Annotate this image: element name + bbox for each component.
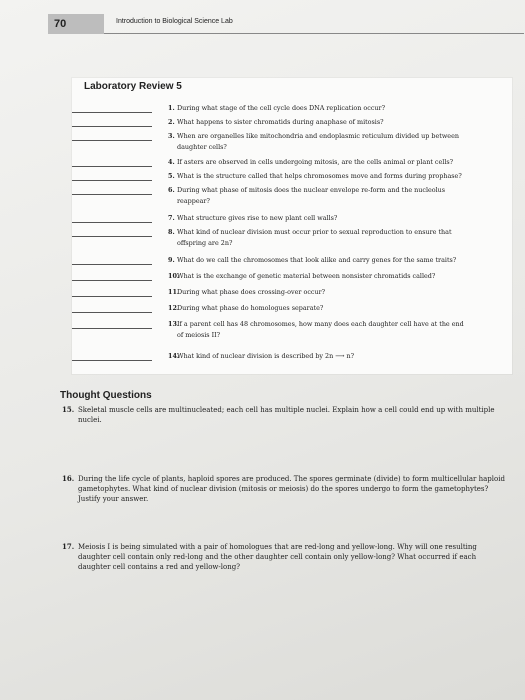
question-number: 1. [168,104,175,112]
answer-blank[interactable] [72,222,152,223]
answer-blank[interactable] [72,180,152,181]
question-number: 17. [62,542,75,551]
question-text-continued: offspring are 2n? [177,239,233,247]
answer-blank[interactable] [72,328,152,329]
question-number: 14. [168,352,180,360]
answer-blank[interactable] [72,194,152,195]
question-number: 9. [168,256,175,264]
answer-blank[interactable] [72,236,152,237]
review-title: Laboratory Review 5 [84,81,182,92]
question-number: 10. [168,272,180,280]
answer-blank[interactable] [72,140,152,141]
question-text: If a parent cell has 48 chromosomes, how many does each daughter cell have at the end [177,320,464,328]
question-text-continued: reappear? [177,197,210,205]
question-text: During what phase does crossing-over occur? [177,288,326,296]
question-number: 3. [168,132,175,140]
question-number: 6. [168,186,175,194]
question-text: Meiosis I is being simulated with a pair of homologues that are red-long and yellow-long. Why will one resulting daughter cell contain only red-long and the other daughter cell contain only yellow-long? What occurred if each daughter cell contains a red and yellow-long? [78,543,477,571]
question-text: Skeletal muscle cells are multinucleated; each cell has multiple nuclei. Explain how a cell could end up with multiple nuclei. [78,406,495,424]
question-text: When are organelles like mitochondria and endoplasmic reticulum divided up between [177,132,459,140]
question-number: 11. [168,288,180,296]
question-text: What do we call the chromosomes that look alike and carry genes for the same traits? [177,256,457,264]
question-text: During the life cycle of plants, haploid spores are produced. The spores germinate (divide) to form multicellular haploid gametophytes. What kind of nuclear division (mitosis or meiosis) do the spores undergo to form the gametophytes? Justify your answer. [78,475,505,503]
question-text-continued: of meiosis II? [177,331,221,339]
question-number: 13. [168,320,180,328]
answer-blank[interactable] [72,280,152,281]
question-text: What kind of nuclear division is described by 2n ⟶ n? [177,352,354,360]
question-number: 5. [168,172,175,180]
answer-blank[interactable] [72,360,152,361]
question-text: During what stage of the cell cycle does DNA replication occur? [177,104,385,112]
question-text: What is the exchange of genetic material between nonsister chromatids called? [177,272,436,280]
question-number: 7. [168,214,175,222]
laboratory-review-box [72,78,512,374]
thought-questions-title: Thought Questions [60,390,152,401]
question-number: 15. [62,405,75,414]
question-text: During what phase of mitosis does the nuclear envelope re-form and the nucleolus [177,186,446,194]
page-number: 70 [48,14,104,34]
header-rule [104,33,524,34]
question-text: If asters are observed in cells undergoing mitosis, are the cells animal or plant cells? [177,158,454,166]
question-number: 12. [168,304,180,312]
page-header [0,14,525,36]
answer-blank[interactable] [72,296,152,297]
question-number: 16. [62,474,75,483]
running-head: Introduction to Biological Science Lab [116,18,233,25]
question-text: What structure gives rise to new plant cell walls? [177,214,338,222]
answer-blank[interactable] [72,126,152,127]
question-number: 2. [168,118,175,126]
answer-blank[interactable] [72,166,152,167]
answer-blank[interactable] [72,112,152,113]
question-text-continued: daughter cells? [177,143,227,151]
question-number: 4. [168,158,175,166]
answer-blank[interactable] [72,264,152,265]
question-text: What kind of nuclear division must occur prior to sexual reproduction to ensure that [177,228,452,236]
question-text: What happens to sister chromatids during anaphase of mitosis? [177,118,384,126]
question-number: 8. [168,228,175,236]
question-text: During what phase do homologues separate? [177,304,324,312]
question-text: What is the structure called that helps chromosomes move and forms during prophase? [177,172,462,180]
answer-blank[interactable] [72,312,152,313]
